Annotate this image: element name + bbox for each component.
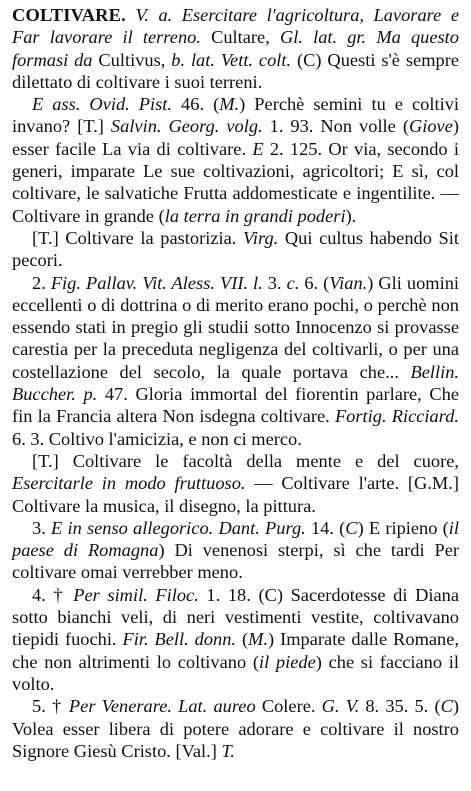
text-run: Qui cultus habendo Sit pecori. [12, 227, 459, 271]
text-run: ) E ripieno ( [357, 517, 449, 538]
italic-run: T. [221, 740, 235, 761]
sense-similitude [12, 584, 459, 695]
italic-run: Esercitarle in modo fruttuoso. [12, 473, 246, 494]
text-run: ) Perchè semini tu e coltivi invano? [T.] [12, 94, 459, 137]
text-run: 46. ( [172, 94, 220, 115]
italic-run: Virg. [243, 227, 279, 248]
text-run: 6. ( [299, 272, 330, 293]
text-run: — Coltivare l'arte. [G.M.] Coltivare la musica, il disegno, la pittura. [12, 473, 459, 516]
text-run: ) Volea esser libera di potere adorare e coltivare il nostro Signore Giesù Cristo. [Val.] [12, 696, 459, 761]
italic-run: G. V. [321, 696, 360, 717]
text-run: 3. [262, 272, 287, 293]
italic-run: Vian. [329, 272, 368, 293]
text-run: ) Di venenosi sterpi, sì che tardi Per coltivare omai verrebber meno. [12, 540, 460, 583]
text-run: ) esser facile La via di coltivare. [12, 116, 459, 159]
italic-run: b. lat. Vett. colt. [171, 49, 292, 70]
italic-run: Fir. Bell. donn. [122, 629, 237, 650]
italic-run: E [252, 138, 264, 159]
text-run [366, 27, 376, 47]
sense-faculties [12, 450, 459, 517]
sense-absolute [12, 93, 459, 227]
text-run: Colere. [255, 696, 322, 717]
text-run: 4. † [32, 584, 74, 605]
italic-run: la terra in grandi poderi [164, 205, 346, 226]
text-run: ). [345, 205, 357, 226]
italic-run: Per Venerare. Lat. aureo [68, 696, 256, 717]
italic-run: Bellin. Buccher. p. [12, 361, 459, 405]
text-run: 14. ( [305, 517, 346, 538]
italic-run: Salvin. Georg. volg. [110, 116, 263, 137]
sense-pastorizia [12, 227, 459, 272]
italic-run: Ma questo formasi da [12, 27, 459, 70]
text-run: 1. 18. (C) Sacerdotesse di Diana sotto bianchi veli, di neri vestimenti vestite, coltivavano tiepidi fuochi. [12, 584, 460, 650]
italic-run: Gl. lat. gr. [279, 27, 367, 48]
text-run: 1. 93. Non volle ( [262, 116, 409, 137]
sense-figurative [12, 272, 459, 450]
text-run: 2. [32, 272, 51, 293]
italic-run: E ass. Ovid. Pist. [32, 94, 173, 115]
text-run: 47. Gloria immortal del fiorentin parlare, Che fin la Francia altera Non isdegna coltivare. [12, 384, 460, 427]
text-run: ) Imparate dalle Romane, che non altrimenti lo coltivano ( [12, 629, 459, 672]
italic-run: E in senso allegorico. Dant. Purg. [51, 517, 306, 538]
italic-run: M. [248, 629, 269, 650]
text-run: 5. † [32, 696, 69, 717]
italic-run: V. a. Esercitare l'agricoltura, Lavorare e Far lavorare il terreno. [12, 5, 459, 48]
sense-venerate [12, 695, 459, 762]
text-run: [T.] Coltivare le facoltà della mente e del cuore, [32, 450, 459, 471]
text-run: ( [236, 629, 249, 650]
text-run: (C) Questi s'è sempre dilettato di coltivare i suoi terreni. [12, 49, 459, 92]
italic-run: Fig. Pallav. Vit. Aless. VII. l. [50, 272, 263, 293]
entry-definition [12, 4, 459, 93]
italic-run: Per simil. Filoc. [73, 584, 199, 605]
italic-run: C [440, 696, 453, 717]
italic-run: il piede [259, 651, 316, 672]
text-run: 3. [32, 517, 52, 538]
italic-run: il paese di Romagna [12, 517, 460, 561]
text-run: Cultare, [200, 27, 280, 48]
italic-run: c. [286, 272, 300, 293]
text-run: ) Gli uomini eccellenti o di dottrina o di merito erano pochi, o perchè non essendo stati in pregio gli studii sotto Innocenzo si provasse carestia per la preceduta negligenza del coltivarli, o per una costellazione del secolo, la quale portava che... [12, 272, 460, 382]
italic-run: M. [219, 94, 240, 115]
text-run: 8. 35. 5. ( [359, 696, 441, 717]
italic-run: Fortig. Ricciard. [334, 406, 460, 427]
sense-allegorical [12, 517, 459, 584]
text-run: ) che si facciano il volto. [12, 651, 459, 694]
text-run: Cultivus, [92, 49, 172, 70]
italic-run: Giove [408, 116, 453, 137]
text-run: 2. 125. Or via, secondo i generi, imparate Le sue coltivazioni, agricoltori; E sì, col coltivare, le salvatiche Frutta addomesticate e ingentilite. — Coltivare in grande ( [12, 138, 460, 226]
entry-headword: COLTIVARE. [12, 5, 126, 25]
text-run: [T.] Coltivare la pastorizia. [32, 227, 243, 248]
italic-run: C [345, 517, 358, 538]
text-run: 6. 3. Coltivo l'amicizia, e non ci merco. [12, 428, 302, 449]
